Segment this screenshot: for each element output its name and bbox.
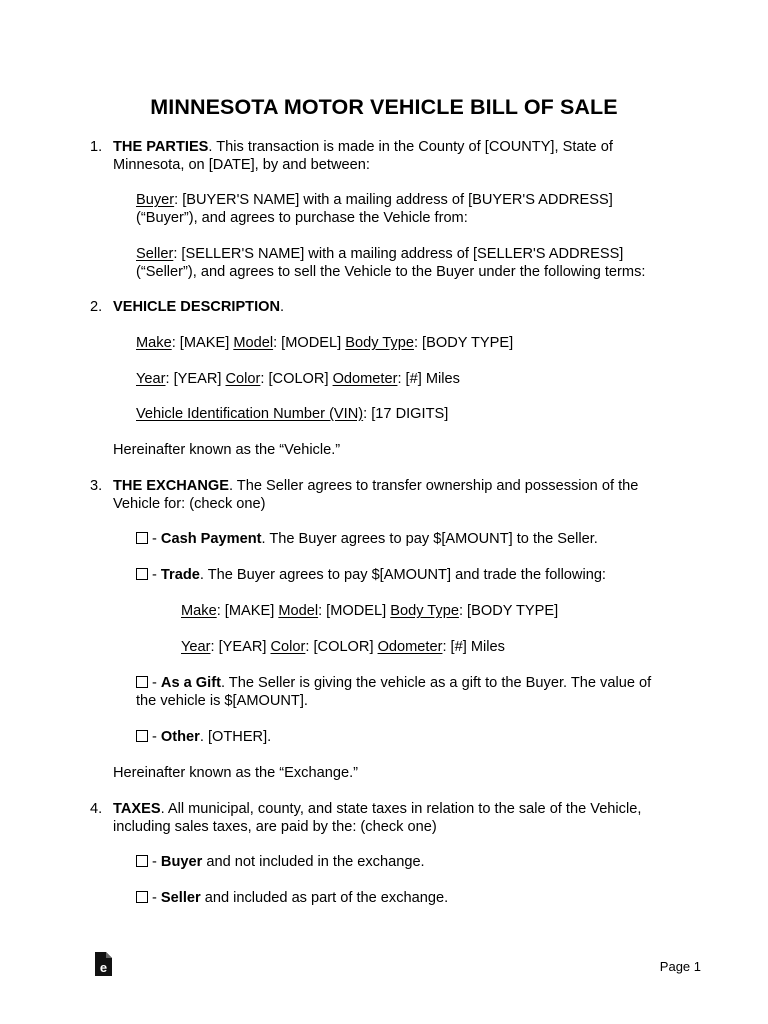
cash-payment-label: Cash Payment xyxy=(160,531,262,547)
svg-text:e: e xyxy=(99,960,108,975)
document-title: MINNESOTA MOTOR VEHICLE BILL OF SALE xyxy=(150,95,618,119)
dash: - xyxy=(152,729,161,745)
section-1-number: 1. xyxy=(90,139,103,155)
taxes-seller-option xyxy=(136,889,681,907)
section-4-text: . All municipal, county, and state taxes in relation to the sale of the Vehicle, xyxy=(160,801,642,817)
section-3-text-2: Vehicle for: (check one) xyxy=(113,496,266,512)
make-value: : [MAKE] xyxy=(171,335,234,351)
buyer-text-2: (“Buyer”), and agrees to purchase the Vehicle from: xyxy=(136,210,468,226)
exchange-hereinafter: Hereinafter known as the “Exchange.” xyxy=(113,765,358,781)
other-label: Other xyxy=(160,729,200,745)
taxes-seller-text: and included as part of the exchange. xyxy=(200,890,449,906)
trade-color-value: : [COLOR] xyxy=(305,639,378,655)
trade-odometer-label: Odometer xyxy=(377,639,443,655)
trade-color-label: Color xyxy=(270,639,306,655)
trade-make-label: Make xyxy=(181,603,217,619)
other-text: . [OTHER]. xyxy=(199,729,272,745)
gift-text: . The Seller is giving the vehicle as a gift to the Buyer. The value of xyxy=(220,675,652,691)
taxes-buyer-checkbox[interactable] xyxy=(136,855,148,867)
section-4-heading: TAXES xyxy=(113,801,161,817)
trade-make-value: : [MAKE] xyxy=(216,603,279,619)
trade-body-type-value: : [BODY TYPE] xyxy=(458,603,559,619)
seller-text-2: (“Seller”), and agrees to sell the Vehicle to the Buyer under the following terms: xyxy=(136,264,646,280)
gift-checkbox[interactable] xyxy=(136,676,148,688)
trade-label: Trade xyxy=(160,567,200,583)
body-type-value: : [BODY TYPE] xyxy=(413,335,514,351)
page-number: Page 1 xyxy=(659,959,701,974)
cash-payment-option xyxy=(136,530,681,548)
gift-text-2: the vehicle is $[AMOUNT]. xyxy=(136,693,308,709)
body-type-label: Body Type xyxy=(345,335,414,351)
section-2-heading: VEHICLE DESCRIPTION xyxy=(113,299,281,315)
make-label: Make xyxy=(136,335,172,351)
other-option xyxy=(136,728,681,746)
vin-value: : [17 DIGITS] xyxy=(363,406,449,422)
section-1-paragraph xyxy=(113,138,693,174)
taxes-buyer-text: and not included in the exchange. xyxy=(202,854,425,870)
year-value: : [YEAR] xyxy=(165,371,226,387)
section-4-number: 4. xyxy=(90,801,103,817)
section-4-text-2: including sales taxes, are paid by the: (check one) xyxy=(113,819,437,835)
taxes-seller-label: Seller xyxy=(160,890,201,906)
dash: - xyxy=(152,675,161,691)
color-value: : [COLOR] xyxy=(260,371,333,387)
section-3-number: 3. xyxy=(90,478,103,494)
section-1-text-2: Minnesota, on [DATE], by and between: xyxy=(113,157,370,173)
dash: - xyxy=(152,854,161,870)
section-1-text: . This transaction is made in the County of [COUNTY], State of xyxy=(208,139,613,155)
section-1-heading: THE PARTIES xyxy=(113,139,209,155)
color-label: Color xyxy=(225,371,261,387)
vehicle-year-line xyxy=(136,370,681,388)
model-value: : [MODEL] xyxy=(273,335,346,351)
cash-payment-checkbox[interactable] xyxy=(136,532,148,544)
vehicle-make-line xyxy=(136,334,681,352)
odometer-value: : [#] Miles xyxy=(397,371,460,387)
trade-year-value: : [YEAR] xyxy=(210,639,271,655)
section-2-number: 2. xyxy=(90,299,103,315)
section-2-heading-line xyxy=(113,298,693,316)
buyer-text: : [BUYER'S NAME] with a mailing address of [BUYER'S ADDRESS] xyxy=(174,192,613,208)
trade-model-value: : [MODEL] xyxy=(318,603,391,619)
taxes-buyer-option xyxy=(136,853,681,871)
dash: - xyxy=(152,890,161,906)
section-2-period: . xyxy=(280,299,285,315)
seller-label: Seller xyxy=(136,246,174,262)
dash: - xyxy=(152,531,161,547)
other-checkbox[interactable] xyxy=(136,730,148,742)
section-3-text: . The Seller agrees to transfer ownership and possession of the xyxy=(228,478,639,494)
eforms-logo-icon xyxy=(94,951,113,977)
trade-checkbox[interactable] xyxy=(136,568,148,580)
odometer-label: Odometer xyxy=(332,371,398,387)
section-3-paragraph xyxy=(113,477,693,513)
gift-option xyxy=(136,674,681,710)
taxes-seller-checkbox[interactable] xyxy=(136,891,148,903)
seller-text: : [SELLER'S NAME] with a mailing address of [SELLER'S ADDRESS] xyxy=(173,246,624,262)
section-3-heading: THE EXCHANGE xyxy=(113,478,229,494)
vehicle-hereinafter: Hereinafter known as the “Vehicle.” xyxy=(113,442,341,458)
trade-body-type-label: Body Type xyxy=(390,603,459,619)
gift-label: As a Gift xyxy=(160,675,221,691)
dash: - xyxy=(152,567,161,583)
buyer-label: Buyer xyxy=(136,192,175,208)
section-4-paragraph xyxy=(113,800,693,836)
trade-model-label: Model xyxy=(278,603,319,619)
vin-label: Vehicle Identification Number (VIN) xyxy=(136,406,364,422)
trade-year-label: Year xyxy=(181,639,211,655)
year-label: Year xyxy=(136,371,166,387)
trade-option xyxy=(136,566,681,584)
model-label: Model xyxy=(233,335,274,351)
vehicle-vin-line xyxy=(136,405,681,423)
trade-make-line xyxy=(181,602,681,620)
cash-payment-text: . The Buyer agrees to pay $[AMOUNT] to the Seller. xyxy=(261,531,598,547)
taxes-buyer-label: Buyer xyxy=(160,854,203,870)
buyer-paragraph xyxy=(136,191,681,227)
seller-paragraph xyxy=(136,245,681,281)
trade-text: . The Buyer agrees to pay $[AMOUNT] and trade the following: xyxy=(199,567,606,583)
trade-odometer-value: : [#] Miles xyxy=(442,639,505,655)
trade-year-line xyxy=(181,638,681,656)
